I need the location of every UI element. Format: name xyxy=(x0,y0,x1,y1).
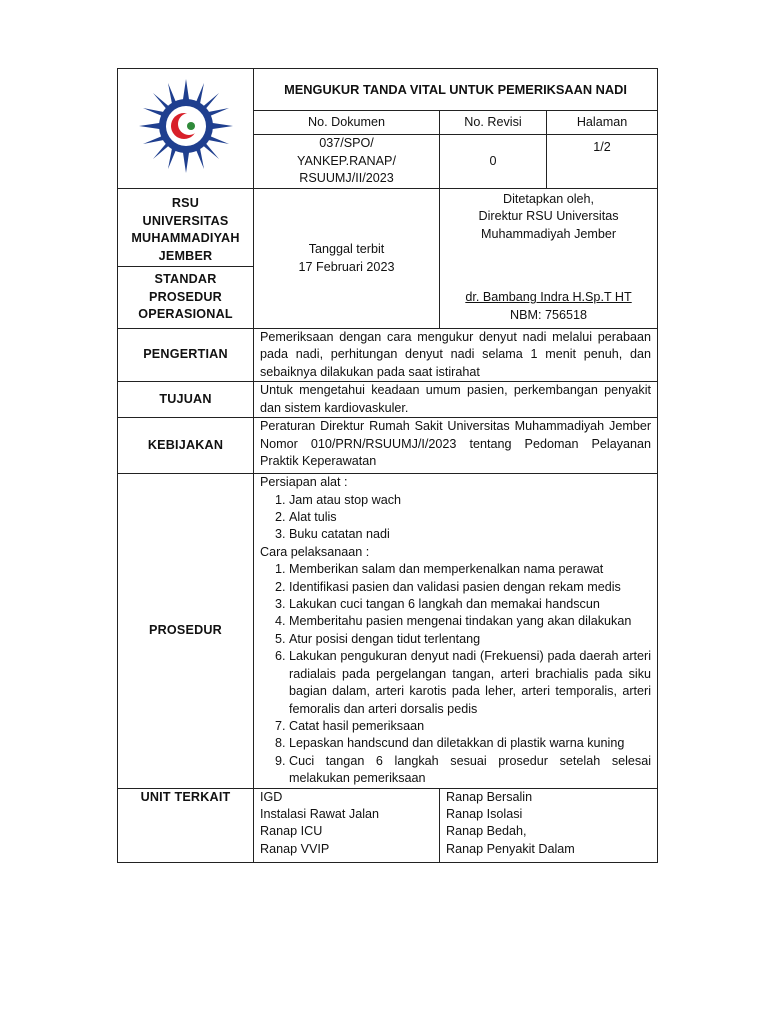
hospital-name xyxy=(118,189,254,267)
page-value: 1/2 xyxy=(547,135,658,189)
list-item: 1. Jam atau stop wach xyxy=(289,492,651,509)
revision-value: 0 xyxy=(440,135,547,189)
list-item: 9. Cuci tangan 6 langkah sesuai prosedur setelah selesai melakukan pemeriksaan xyxy=(289,753,651,788)
list-item: 5. Atur posisi dengan tidut terlentang xyxy=(289,631,651,648)
kebijakan-text: Peraturan Direktur Rumah Sakit Universitas Muhammadiyah Jember Nomor 010/PRN/RSUUMJ/I/2023 tentang Pedoman Pelayanan Praktik Keperawatan xyxy=(254,418,658,474)
unit-left-column xyxy=(254,788,440,862)
hospital-name-line: RSU xyxy=(171,196,200,211)
steps-title: Cara pelaksanaan : xyxy=(260,544,370,559)
pengertian-text: Pemeriksaan dengan cara mengukur denyut nadi melalui perabaan pada nadi, perhitungan denyut nadi selama 1 menit penuh, dan sebaiknya dilakukan pada saat istirahat xyxy=(254,329,658,382)
prosedur-content xyxy=(254,474,658,788)
document-title: MENGUKUR TANDA VITAL UNTUK PEMERIKSAAN NADI xyxy=(254,69,658,111)
kebijakan-label: KEBIJAKAN xyxy=(118,418,254,474)
unit-item: Ranap VVIP xyxy=(260,841,330,856)
issue-date-label: Tanggal terbit xyxy=(308,242,385,257)
logo-cell xyxy=(118,69,254,189)
hospital-name-line: MUHAMMADIYAH xyxy=(131,231,240,246)
hospital-name-line: JEMBER xyxy=(158,248,213,263)
page-header: Halaman xyxy=(547,111,658,135)
tujuan-text: Untuk mengetahui keadaan umum pasien, perkembangan penyakit dan sistem kardiovaskuler. xyxy=(254,382,658,418)
unit-item: Ranap Bersalin xyxy=(446,789,533,804)
list-item: 6. Lakukan pengukuran denyut nadi (Frekuensi) pada daerah arteri radialais pada pergelangan tangan, arteri brachialis pada siku bagian dalam, arteri karotis pada leher, arteri temporalis, arteri femoralis dan arteri dorsalis pedis xyxy=(289,648,651,718)
unit-item: Ranap ICU xyxy=(260,824,323,839)
signer-nbm: NBM: 756518 xyxy=(510,307,588,322)
sop-label-line: PROSEDUR xyxy=(149,289,222,304)
approval-line: Direktur RSU Universitas xyxy=(478,209,619,224)
hospital-name-line: UNIVERSITAS xyxy=(142,213,229,228)
list-item: 2. Identifikasi pasien dan validasi pasien dengan rekam medis xyxy=(289,579,651,596)
unit-right-column xyxy=(440,788,658,862)
steps-list xyxy=(260,561,651,787)
sop-document-table xyxy=(117,68,658,863)
unit-item: Ranap Penyakit Dalam xyxy=(446,841,575,856)
doc-number-value xyxy=(254,135,440,189)
list-item: 4. Memberitahu pasien mengenai tindakan yang akan dilakukan xyxy=(289,613,651,630)
unit-item: Ranap Bedah, xyxy=(446,824,527,839)
signer-name: dr. Bambang Indra H.Sp.T HT xyxy=(465,290,632,305)
tujuan-label: TUJUAN xyxy=(118,382,254,418)
hospital-logo-icon xyxy=(136,76,236,176)
prep-list xyxy=(260,492,651,544)
list-item: 1. Memberikan salam dan memperkenalkan nama perawat xyxy=(289,561,651,578)
list-item: 3. Lakukan cuci tangan 6 langkah dan memakai handscun xyxy=(289,596,651,613)
list-item: 3. Buku catatan nadi xyxy=(289,526,651,543)
approval-line: Muhammadiyah Jember xyxy=(480,226,617,241)
revision-header: No. Revisi xyxy=(440,111,547,135)
doc-number-line: RSUUMJ/II/2023 xyxy=(299,171,394,186)
sop-label xyxy=(118,267,254,329)
unit-item: Ranap Isolasi xyxy=(446,806,523,821)
pengertian-label: PENGERTIAN xyxy=(118,329,254,382)
approval-line: Ditetapkan oleh, xyxy=(503,192,595,206)
unit-item: IGD xyxy=(260,789,283,804)
list-item: 8. Lepaskan handscund dan diletakkan di plastik warna kuning xyxy=(289,735,651,752)
prosedur-label: PROSEDUR xyxy=(118,474,254,788)
doc-number-line: 037/SPO/ xyxy=(319,136,374,151)
prep-title: Persiapan alat : xyxy=(260,475,348,490)
list-item: 7. Catat hasil pemeriksaan xyxy=(289,718,651,735)
doc-number-line: YANKEP.RANAP/ xyxy=(297,153,396,168)
approval-cell xyxy=(440,189,658,329)
sop-label-line: OPERASIONAL xyxy=(138,307,233,322)
issue-date: 17 Februari 2023 xyxy=(298,259,395,274)
sop-label-line: STANDAR xyxy=(154,272,217,287)
issue-date-cell xyxy=(254,189,440,329)
unit-item: Instalasi Rawat Jalan xyxy=(260,806,380,821)
list-item: 2. Alat tulis xyxy=(289,509,651,526)
unit-label: UNIT TERKAIT xyxy=(118,788,254,862)
doc-number-header: No. Dokumen xyxy=(254,111,440,135)
